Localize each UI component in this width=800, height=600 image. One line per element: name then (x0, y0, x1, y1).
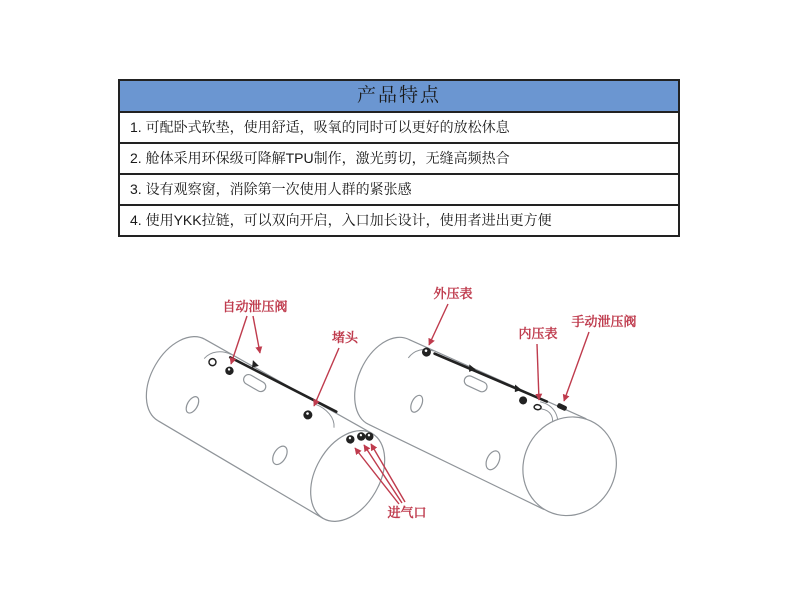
plug-arrow (314, 348, 339, 406)
external-gauge-label: 外压表 (433, 286, 473, 301)
left-chamber-strap-slot-2 (270, 444, 290, 467)
auto-relief-valve-arrow-1 (231, 316, 247, 364)
right-chamber-strap-slot-2 (483, 449, 502, 472)
left-chamber-far-cap (132, 324, 205, 420)
internal-gauge-label: 内压表 (518, 326, 558, 341)
left-chamber-drawing (131, 319, 402, 534)
feature-row-4: 4. 使用YKK拉链，可以双向开启，入口加长设计，使用者进出更方便 (130, 212, 552, 228)
internal-gauge-port (534, 404, 541, 410)
internal-gauge-arrow (537, 344, 539, 400)
plug-fitting (302, 409, 314, 421)
callout-manual-relief-valve (564, 314, 637, 401)
air-inlet-label: 进气口 (387, 505, 427, 520)
manual-relief-valve-fitting (556, 403, 567, 412)
plug-label: 堵头 (331, 330, 359, 345)
auto-relief-valve-port-2 (224, 365, 235, 376)
manual-relief-valve-label: 手动泄压阀 (571, 314, 637, 329)
auto-relief-valve-label: 自动泄压阀 (222, 299, 288, 314)
external-gauge-arrow (429, 304, 448, 345)
left-chamber-body-bottom-edge (157, 421, 324, 519)
right-chamber-drawing (340, 321, 634, 531)
manual-relief-valve-arrow (564, 332, 589, 401)
table-header: 产品特点 (120, 81, 678, 113)
right-observation-window (463, 374, 489, 393)
external-gauge-port (421, 346, 433, 358)
feature-row-3: 3. 设有观察窗，消除第一次使用人群的紧张感 (120, 175, 678, 206)
auto-relief-valve-port-1 (208, 357, 218, 367)
feature-row-1: 1. 可配卧式软垫，使用舒适，吸氧的同时可以更好的放松休息 (120, 113, 678, 144)
feature-row-2: 2. 舱体采用环保级可降解TPU制作，激光剪切，无缝高频热合 (120, 144, 678, 175)
right-chamber-end-cap (507, 402, 633, 532)
internal-gauge-valve (518, 395, 529, 406)
left-chamber-strap-slot-1 (184, 395, 202, 416)
callout-internal-gauge (518, 326, 557, 400)
auto-relief-valve-arrow-2 (253, 316, 260, 353)
callout-plug (314, 330, 359, 406)
callout-external-gauge (429, 286, 473, 345)
left-chamber-handle-notch (204, 344, 231, 369)
right-chamber-strap-slot-1 (408, 394, 425, 415)
